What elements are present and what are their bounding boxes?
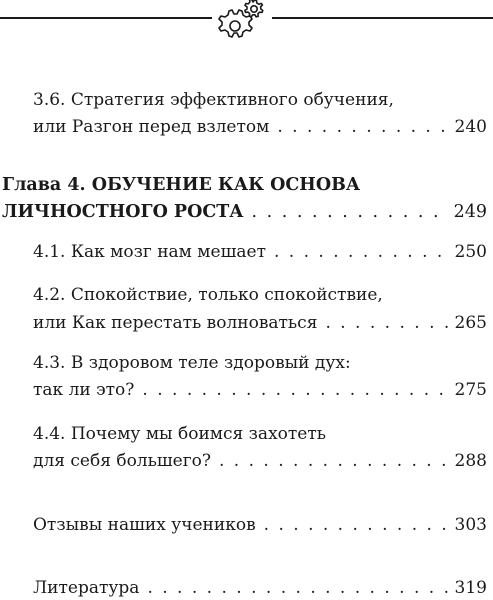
toc-entry-title-line-1: 4.4. Почему мы боимся захотеть bbox=[33, 424, 327, 444]
toc-entry-title-line-1: 4.2. Спокойствие, только спокойствие, bbox=[33, 285, 383, 305]
toc-entry-title-text: Отзывы наших учеников bbox=[33, 515, 256, 535]
toc-entry-title-line-2 bbox=[33, 380, 487, 400]
leader-dots bbox=[274, 242, 450, 262]
toc-entry-title-line-2 bbox=[33, 451, 487, 471]
toc-entry-title-text: так ли это? bbox=[33, 380, 135, 400]
header-rule-right bbox=[272, 17, 493, 19]
gears-icon bbox=[213, 0, 271, 44]
toc-entry-title-line-2 bbox=[33, 313, 487, 333]
toc-entry-title-text: для себя большего? bbox=[33, 451, 211, 471]
toc-entry-title-line-1: 4.3. В здоровом теле здоровый дух: bbox=[33, 353, 351, 373]
toc-entry-title-text: 4.1. Как мозг нам мешает bbox=[33, 242, 266, 262]
page-number: 275 bbox=[454, 380, 487, 400]
chapter-title-line-1: Глава 4. ОБУЧЕНИЕ КАК ОСНОВА bbox=[2, 175, 361, 195]
toc-entry-title-line-1 bbox=[33, 578, 487, 598]
leader-dots bbox=[277, 117, 449, 137]
chapter-title-text: ЛИЧНОСТНОГО РОСТА bbox=[2, 202, 244, 222]
toc-entry-title-text: или Разгон перед взлетом bbox=[33, 117, 270, 137]
page-number: 319 bbox=[454, 578, 487, 598]
toc-entry-title-line-1: 3.6. Стратегия эффективного обучения, bbox=[33, 90, 394, 110]
page-number: 250 bbox=[454, 242, 487, 262]
page-number: 249 bbox=[453, 202, 487, 222]
toc-entry-title-text: или Как перестать волноваться bbox=[33, 313, 318, 333]
leader-dots bbox=[219, 451, 450, 471]
toc-entry-title-line-1 bbox=[33, 515, 487, 535]
leader-dots bbox=[147, 578, 449, 598]
page-number: 240 bbox=[454, 117, 487, 137]
page-number: 288 bbox=[454, 451, 487, 471]
leader-dots bbox=[325, 313, 449, 333]
toc-entry-title-line-1 bbox=[33, 242, 487, 262]
leader-dots bbox=[252, 202, 449, 222]
page-number: 265 bbox=[454, 313, 487, 333]
page-number: 303 bbox=[454, 515, 487, 535]
leader-dots bbox=[142, 380, 449, 400]
chapter-title-line-2 bbox=[2, 202, 487, 222]
toc-entry-title-text: Литература bbox=[33, 578, 140, 598]
header-rule-left bbox=[0, 17, 212, 19]
toc-entry-title-line-2 bbox=[33, 117, 487, 137]
leader-dots bbox=[264, 515, 450, 535]
